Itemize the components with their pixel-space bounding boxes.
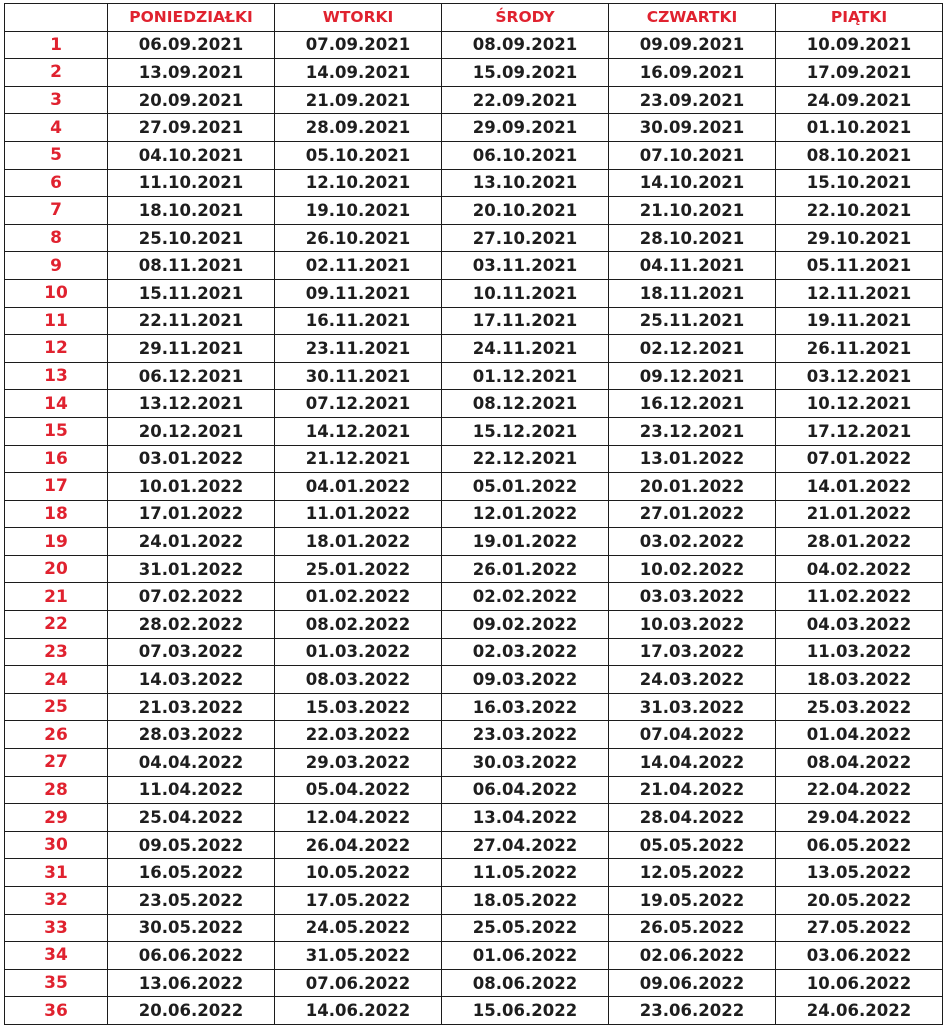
tuesday-date: 07.12.2021 [275,390,442,418]
thursday-date: 07.10.2021 [609,141,776,169]
table-row [5,390,943,418]
tuesday-date: 08.02.2022 [275,611,442,639]
thursday-date: 13.01.2022 [609,445,776,473]
table-row [5,638,943,666]
thursday-date: 18.11.2021 [609,279,776,307]
monday-date: 23.05.2022 [108,887,275,915]
tuesday-date: 14.09.2021 [275,59,442,87]
table-row [5,555,943,583]
table-row [5,335,943,363]
friday-date: 11.03.2022 [776,638,943,666]
week-number: 12 [5,335,108,363]
friday-date: 01.04.2022 [776,721,943,749]
thursday-date: 12.05.2022 [609,859,776,887]
week-number: 4 [5,114,108,142]
table-row [5,721,943,749]
friday-date: 10.06.2022 [776,969,943,997]
monday-date: 07.02.2022 [108,583,275,611]
monday-date: 04.04.2022 [108,749,275,777]
tuesday-date: 07.06.2022 [275,969,442,997]
friday-date: 14.01.2022 [776,473,943,501]
week-number: 22 [5,611,108,639]
thursday-date: 20.01.2022 [609,473,776,501]
tuesday-date: 24.05.2022 [275,914,442,942]
friday-date: 10.12.2021 [776,390,943,418]
monday-date: 15.11.2021 [108,279,275,307]
friday-date: 25.03.2022 [776,693,943,721]
wednesday-date: 26.01.2022 [442,555,609,583]
monday-date: 30.05.2022 [108,914,275,942]
tuesday-date: 07.09.2021 [275,31,442,59]
wednesday-date: 16.03.2022 [442,693,609,721]
table-row [5,445,943,473]
monday-date: 03.01.2022 [108,445,275,473]
wednesday-date: 12.01.2022 [442,500,609,528]
week-number: 8 [5,224,108,252]
thursday-date: 02.06.2022 [609,942,776,970]
monday-date: 13.09.2021 [108,59,275,87]
monday-date: 28.02.2022 [108,611,275,639]
thursday-date: 09.12.2021 [609,362,776,390]
table-row [5,583,943,611]
table-row [5,969,943,997]
thursday-date: 09.09.2021 [609,31,776,59]
week-number: 28 [5,776,108,804]
monday-date: 17.01.2022 [108,500,275,528]
week-number: 13 [5,362,108,390]
header-monday: PONIEDZIAŁKI [108,4,275,32]
monday-date: 16.05.2022 [108,859,275,887]
tuesday-date: 16.11.2021 [275,307,442,335]
tuesday-date: 25.01.2022 [275,555,442,583]
table-row [5,362,943,390]
table-row [5,114,943,142]
friday-date: 04.02.2022 [776,555,943,583]
schedule-table [4,3,943,1025]
week-number: 10 [5,279,108,307]
tuesday-date: 09.11.2021 [275,279,442,307]
wednesday-date: 08.09.2021 [442,31,609,59]
monday-date: 25.10.2021 [108,224,275,252]
friday-date: 13.05.2022 [776,859,943,887]
wednesday-date: 15.09.2021 [442,59,609,87]
monday-date: 27.09.2021 [108,114,275,142]
friday-date: 20.05.2022 [776,887,943,915]
wednesday-date: 01.06.2022 [442,942,609,970]
tuesday-date: 01.03.2022 [275,638,442,666]
tuesday-date: 30.11.2021 [275,362,442,390]
friday-date: 29.04.2022 [776,804,943,832]
header-row [5,4,943,32]
wednesday-date: 11.05.2022 [442,859,609,887]
friday-date: 11.02.2022 [776,583,943,611]
wednesday-date: 22.09.2021 [442,86,609,114]
monday-date: 11.10.2021 [108,169,275,197]
tuesday-date: 21.12.2021 [275,445,442,473]
thursday-date: 16.09.2021 [609,59,776,87]
friday-date: 03.06.2022 [776,942,943,970]
table-row [5,749,943,777]
friday-date: 04.03.2022 [776,611,943,639]
monday-date: 20.12.2021 [108,417,275,445]
thursday-date: 04.11.2021 [609,252,776,280]
tuesday-date: 10.05.2022 [275,859,442,887]
thursday-date: 10.03.2022 [609,611,776,639]
thursday-date: 07.04.2022 [609,721,776,749]
monday-date: 28.03.2022 [108,721,275,749]
thursday-date: 02.12.2021 [609,335,776,363]
thursday-date: 23.09.2021 [609,86,776,114]
wednesday-date: 05.01.2022 [442,473,609,501]
header-friday: PIĄTKI [776,4,943,32]
monday-date: 20.09.2021 [108,86,275,114]
tuesday-date: 21.09.2021 [275,86,442,114]
tuesday-date: 12.10.2021 [275,169,442,197]
header-wednesday: ŚRODY [442,4,609,32]
week-number: 21 [5,583,108,611]
monday-date: 21.03.2022 [108,693,275,721]
week-number: 7 [5,197,108,225]
thursday-date: 14.10.2021 [609,169,776,197]
week-number: 1 [5,31,108,59]
monday-date: 31.01.2022 [108,555,275,583]
monday-date: 10.01.2022 [108,473,275,501]
thursday-date: 23.12.2021 [609,417,776,445]
week-number: 31 [5,859,108,887]
week-number: 36 [5,997,108,1025]
friday-date: 22.10.2021 [776,197,943,225]
friday-date: 17.09.2021 [776,59,943,87]
wednesday-date: 01.12.2021 [442,362,609,390]
friday-date: 17.12.2021 [776,417,943,445]
week-number: 9 [5,252,108,280]
monday-date: 06.09.2021 [108,31,275,59]
thursday-date: 23.06.2022 [609,997,776,1025]
table-row [5,693,943,721]
tuesday-date: 04.01.2022 [275,473,442,501]
table-row [5,914,943,942]
wednesday-date: 15.12.2021 [442,417,609,445]
friday-date: 06.05.2022 [776,831,943,859]
table-row [5,528,943,556]
thursday-date: 16.12.2021 [609,390,776,418]
friday-date: 08.04.2022 [776,749,943,777]
tuesday-date: 14.06.2022 [275,997,442,1025]
table-row [5,473,943,501]
week-number: 3 [5,86,108,114]
friday-date: 27.05.2022 [776,914,943,942]
table-row [5,611,943,639]
friday-date: 24.09.2021 [776,86,943,114]
wednesday-date: 09.03.2022 [442,666,609,694]
table-row [5,666,943,694]
thursday-date: 03.03.2022 [609,583,776,611]
week-number: 18 [5,500,108,528]
tuesday-date: 31.05.2022 [275,942,442,970]
monday-date: 13.12.2021 [108,390,275,418]
friday-date: 28.01.2022 [776,528,943,556]
week-number: 17 [5,473,108,501]
thursday-date: 21.04.2022 [609,776,776,804]
tuesday-date: 05.04.2022 [275,776,442,804]
thursday-date: 09.06.2022 [609,969,776,997]
tuesday-date: 23.11.2021 [275,335,442,363]
week-number: 35 [5,969,108,997]
friday-date: 05.11.2021 [776,252,943,280]
week-number: 25 [5,693,108,721]
table-row [5,224,943,252]
wednesday-date: 09.02.2022 [442,611,609,639]
table-row [5,307,943,335]
thursday-date: 27.01.2022 [609,500,776,528]
thursday-date: 19.05.2022 [609,887,776,915]
friday-date: 10.09.2021 [776,31,943,59]
table-row [5,252,943,280]
week-number: 20 [5,555,108,583]
friday-date: 07.01.2022 [776,445,943,473]
week-number: 32 [5,887,108,915]
week-number: 29 [5,804,108,832]
monday-date: 09.05.2022 [108,831,275,859]
thursday-date: 05.05.2022 [609,831,776,859]
table-row [5,169,943,197]
table-row [5,31,943,59]
wednesday-date: 27.10.2021 [442,224,609,252]
table-row [5,887,943,915]
week-number: 24 [5,666,108,694]
wednesday-date: 24.11.2021 [442,335,609,363]
thursday-date: 30.09.2021 [609,114,776,142]
header-tuesday: WTORKI [275,4,442,32]
tuesday-date: 11.01.2022 [275,500,442,528]
header-thursday: CZWARTKI [609,4,776,32]
wednesday-date: 25.05.2022 [442,914,609,942]
wednesday-date: 27.04.2022 [442,831,609,859]
week-number: 23 [5,638,108,666]
thursday-date: 31.03.2022 [609,693,776,721]
tuesday-date: 08.03.2022 [275,666,442,694]
friday-date: 03.12.2021 [776,362,943,390]
thursday-date: 28.04.2022 [609,804,776,832]
wednesday-date: 15.06.2022 [442,997,609,1025]
friday-date: 18.03.2022 [776,666,943,694]
table-row [5,997,943,1025]
thursday-date: 14.04.2022 [609,749,776,777]
wednesday-date: 17.11.2021 [442,307,609,335]
wednesday-date: 13.10.2021 [442,169,609,197]
week-number: 11 [5,307,108,335]
wednesday-date: 13.04.2022 [442,804,609,832]
week-number: 27 [5,749,108,777]
tuesday-date: 02.11.2021 [275,252,442,280]
thursday-date: 24.03.2022 [609,666,776,694]
week-number: 34 [5,942,108,970]
week-number: 2 [5,59,108,87]
friday-date: 29.10.2021 [776,224,943,252]
wednesday-date: 29.09.2021 [442,114,609,142]
monday-date: 29.11.2021 [108,335,275,363]
wednesday-date: 19.01.2022 [442,528,609,556]
friday-date: 26.11.2021 [776,335,943,363]
table-row [5,804,943,832]
wednesday-date: 02.02.2022 [442,583,609,611]
tuesday-date: 19.10.2021 [275,197,442,225]
table-row [5,859,943,887]
thursday-date: 17.03.2022 [609,638,776,666]
wednesday-date: 10.11.2021 [442,279,609,307]
week-number: 6 [5,169,108,197]
week-number: 14 [5,390,108,418]
thursday-date: 26.05.2022 [609,914,776,942]
header-number [5,4,108,32]
monday-date: 25.04.2022 [108,804,275,832]
week-number: 15 [5,417,108,445]
tuesday-date: 05.10.2021 [275,141,442,169]
monday-date: 07.03.2022 [108,638,275,666]
friday-date: 15.10.2021 [776,169,943,197]
wednesday-date: 08.12.2021 [442,390,609,418]
tuesday-date: 28.09.2021 [275,114,442,142]
wednesday-date: 06.10.2021 [442,141,609,169]
week-number: 16 [5,445,108,473]
tuesday-date: 12.04.2022 [275,804,442,832]
table-row [5,500,943,528]
monday-date: 08.11.2021 [108,252,275,280]
wednesday-date: 20.10.2021 [442,197,609,225]
monday-date: 24.01.2022 [108,528,275,556]
tuesday-date: 26.04.2022 [275,831,442,859]
thursday-date: 25.11.2021 [609,307,776,335]
table-row [5,59,943,87]
tuesday-date: 29.03.2022 [275,749,442,777]
tuesday-date: 26.10.2021 [275,224,442,252]
wednesday-date: 22.12.2021 [442,445,609,473]
table-row [5,197,943,225]
friday-date: 21.01.2022 [776,500,943,528]
friday-date: 22.04.2022 [776,776,943,804]
table-row [5,141,943,169]
friday-date: 08.10.2021 [776,141,943,169]
monday-date: 14.03.2022 [108,666,275,694]
tuesday-date: 18.01.2022 [275,528,442,556]
monday-date: 04.10.2021 [108,141,275,169]
table-row [5,86,943,114]
friday-date: 01.10.2021 [776,114,943,142]
friday-date: 12.11.2021 [776,279,943,307]
friday-date: 19.11.2021 [776,307,943,335]
table-row [5,279,943,307]
tuesday-date: 01.02.2022 [275,583,442,611]
thursday-date: 21.10.2021 [609,197,776,225]
monday-date: 22.11.2021 [108,307,275,335]
monday-date: 06.12.2021 [108,362,275,390]
monday-date: 11.04.2022 [108,776,275,804]
wednesday-date: 30.03.2022 [442,749,609,777]
wednesday-date: 18.05.2022 [442,887,609,915]
table-row [5,942,943,970]
wednesday-date: 08.06.2022 [442,969,609,997]
monday-date: 13.06.2022 [108,969,275,997]
wednesday-date: 06.04.2022 [442,776,609,804]
tuesday-date: 17.05.2022 [275,887,442,915]
week-number: 33 [5,914,108,942]
tuesday-date: 14.12.2021 [275,417,442,445]
tuesday-date: 22.03.2022 [275,721,442,749]
table-row [5,831,943,859]
table-row [5,417,943,445]
wednesday-date: 02.03.2022 [442,638,609,666]
monday-date: 18.10.2021 [108,197,275,225]
table-row [5,776,943,804]
friday-date: 24.06.2022 [776,997,943,1025]
wednesday-date: 23.03.2022 [442,721,609,749]
week-number: 5 [5,141,108,169]
week-number: 26 [5,721,108,749]
monday-date: 06.06.2022 [108,942,275,970]
wednesday-date: 03.11.2021 [442,252,609,280]
monday-date: 20.06.2022 [108,997,275,1025]
schedule-body [5,31,943,1024]
thursday-date: 03.02.2022 [609,528,776,556]
week-number: 19 [5,528,108,556]
thursday-date: 28.10.2021 [609,224,776,252]
tuesday-date: 15.03.2022 [275,693,442,721]
thursday-date: 10.02.2022 [609,555,776,583]
week-number: 30 [5,831,108,859]
